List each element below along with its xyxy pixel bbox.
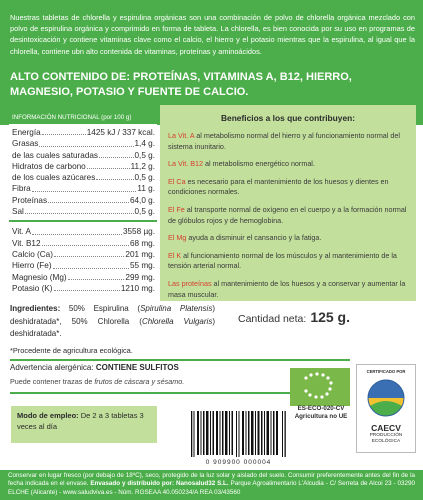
divider: [10, 359, 350, 361]
benefit-item: Las proteínas al mantenimiento de los huesos y a conservar y aumentar la masa muscular.: [168, 278, 406, 299]
usage-box: [11, 406, 157, 443]
intro-text: Nuestras tabletas de chlorella y espirulina orgánicas son una combinación de polvo de chlorella orgánica mezclado con polvo de espirulina orgánica y comprimido en forma de tableta. La chlorella, es bien conocida por su uso en programas de desintoxicación y contiene vitaminas clave como el calcio, el hierro y el potasio mientras que la espirulina, al igual que la chlorella, contiene ubn alto contenida de vitaminas, proteínas y aminoácidos.: [10, 13, 415, 56]
nutrition-header: INFORMACIÓN NUTRICIONAL (por 100 g): [9, 111, 157, 124]
vitamin-row: Potasio (K) 1210 mg.: [12, 283, 155, 293]
organic-note: *Procedente de agricultura ecológica.: [10, 346, 133, 355]
ingredients-label: Ingredientes:: [10, 304, 61, 313]
storage-footer: Conservar en lugar fresco (por debajo de 18ºC), seco, protegido de la luz solar y aislado del suelo. Consumir preferentemente antes del fin de la fecha indicada en el envase. Envasado y distribuido por: Nanosalud32 S.L. Parque Agroalimentario L'Alcudia - C/ Serreta de Alcoi 23 - 03290 ELCHE (Alicante) - www.saludviva.es - Núm. RGSEAA 40.050234/A REA 03/43560: [0, 470, 423, 500]
net-quantity-value: 125 g.: [310, 309, 351, 325]
eu-organic-logo: [290, 368, 350, 406]
nutrition-row: Hidratos de carbono 11,2 g.: [12, 161, 155, 171]
nutrition-row: de los cuales azúcares 0,5 g.: [12, 173, 155, 183]
caecv-certification: CERTIFICADO POR CAECV PRODUCCIÓN ECOLÓGICA: [356, 364, 416, 453]
traces-note: Puede contener trazas de frutos de cáscara y sésamo.: [10, 377, 185, 386]
benefit-item: El Ca es necesario para el mantenimiento de los huesos y dientes en condiciones normales.: [168, 176, 389, 197]
vitamin-row: Hierro (Fe) 55 mg.: [12, 261, 155, 271]
barcode-digits: 0 909900 000004: [205, 459, 272, 466]
usage-label: Modo de empleo:: [17, 411, 79, 420]
barcode: [188, 409, 289, 459]
usage-text: De 2 a 3 tabletas 3 veces al día: [17, 411, 144, 431]
vitamin-row: Vit. B12 68 mg.: [12, 238, 155, 248]
net-quantity-label: Cantidad neta:: [238, 313, 307, 325]
nutrition-row: Grasas 1,4 g.: [12, 139, 155, 149]
nutrition-row: Sal 0,5 g.: [12, 207, 155, 217]
eu-organic-code: ES-ECO-020-CV Agricultura no UE: [294, 405, 348, 420]
benefits-title: Beneficios a los que contribuyen:: [220, 113, 356, 123]
nutrition-row: Proteínas 64,0 g.: [12, 195, 155, 205]
benefit-item: El K al funcionamiento normal de los músculos y al mantenimiento de la tensión arterial normal.: [168, 250, 397, 271]
benefits-list: [160, 131, 416, 300]
ingredients: Ingredientes: 50% Espirulina (Spirulina Platensis) deshidratada*, 50% Chlorella (Chlorella Vulgaris) deshidratada*.: [10, 304, 215, 338]
vitamin-row: Magnesio (Mg) 299 mg.: [12, 272, 155, 282]
benefit-item: El Fe al transporte normal de oxígeno en el cuerpo y a la formación normal de glóbulos rojos y de hemoglobina.: [168, 204, 407, 225]
vitamin-row: Calcio (Ca) 201 mg.: [12, 249, 155, 259]
caecv-emblem-icon: [357, 376, 415, 420]
nutrition-row: Energía 1425 kJ / 337 kcal.: [12, 128, 155, 137]
benefit-item: El Mg ayuda a disminuir el cansancio y la fatiga.: [168, 233, 322, 243]
allergen-warning: Advertencia alergénica: CONTIENE SULFITOS: [10, 363, 179, 372]
headline: ALTO CONTENIDO DE: PROTEÍNAS, VITAMINAS A, B12, HIERRO, MAGNESIO, POTASIO Y FUENTE DE CALCIO.: [10, 71, 352, 98]
net-quantity: [238, 309, 350, 325]
vitamin-row: Vit. A 3558 µg.: [12, 227, 155, 237]
benefit-item: La Vit. B12 al metabolismo energético normal.: [168, 159, 315, 169]
nutrition-row: Fibra 11 g.: [12, 184, 155, 194]
nutrition-row: de las cuales saturadas 0,5 g.: [12, 150, 155, 160]
nutrition-separator: [9, 220, 157, 222]
benefits-panel: [160, 105, 416, 301]
benefit-item: La Vit. A al metabolismo normal del hierro y al funcionamiento normal del sistema inunitario.: [168, 131, 400, 151]
